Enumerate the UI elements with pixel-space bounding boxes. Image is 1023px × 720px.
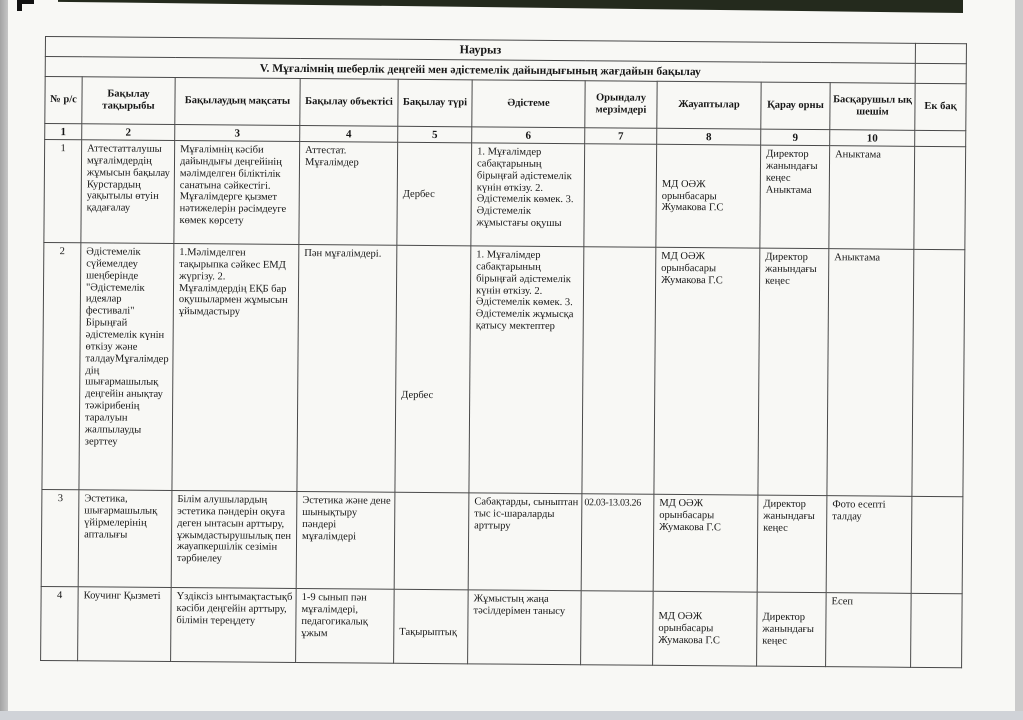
table-cell: 1. Мұғалімдер сабақтарының бірыңғай әдістемелік күнін өткізу. 2. Әдістемелік көмек. 3. Әдістемелік жұмыстағы оқушы <box>471 143 585 247</box>
table-cell: 1.Мәлімделген тақырыпка сәйкес ЕМД жүргізу. 2. Мұғалімдердің ЕҚБ бар оқушылармен жұмысын ұйымдастыру <box>172 244 299 492</box>
column-number: 10 <box>830 130 915 147</box>
scan-right-edge <box>1015 0 1023 720</box>
table-cell: Пән мұғалімдері. <box>297 245 397 493</box>
column-header: Қарау орны <box>761 82 830 130</box>
table-cell: Тақырыптық <box>394 589 469 664</box>
table-cell: Мұғалімнің кәсіби дайындығы деңгейінің мәлімделген біліктілік санатына сәйкестігі. Мұғалімдерге қызмет нәтижелерін рәсімдеуге көмек көрсету <box>174 141 300 245</box>
column-number: 6 <box>472 127 585 144</box>
table-cell <box>394 492 469 590</box>
column-header: Бақылау түрі <box>398 79 472 127</box>
column-number: 4 <box>300 126 398 143</box>
table-cell: Аттестат. Мұғалімдер <box>299 142 398 246</box>
table-cell: Эстетика, шығармашылық үйірмелерінің апталығы <box>78 490 172 588</box>
table-cell: Аныктама <box>829 146 915 250</box>
column-header: Әдістеме <box>472 80 585 128</box>
table-cell: Аныктама <box>827 249 914 497</box>
table-cell: Директор жанындағы кеңес <box>757 592 827 667</box>
table-cell <box>911 496 963 593</box>
table-cell <box>911 593 963 667</box>
column-header: Бақылаудың мақсаты <box>175 78 300 126</box>
table-cell <box>912 249 965 496</box>
table-row <box>42 242 965 496</box>
control-plan-table <box>40 36 967 668</box>
column-header: Бақылау тақырыбы <box>82 77 175 125</box>
column-number: 2 <box>82 124 175 141</box>
table-cell: Эстетика және дене шынықтыру пәндері мұғалімдері <box>296 491 395 589</box>
table-cell: МД ОӘЖ орынбасары Жумакова Г.С <box>653 494 758 592</box>
table-cell: 3 <box>41 489 79 586</box>
column-header-row <box>45 77 966 131</box>
table-row <box>44 140 966 250</box>
table-cell: Коучинг Қызметі <box>78 587 172 662</box>
table-cell: МД ОӘЖ орынбасары Жумакова Г.С <box>656 144 761 248</box>
table-cell: Дербес <box>397 142 472 246</box>
column-header: Жауаптылар <box>657 81 761 129</box>
column-number: 5 <box>398 126 472 143</box>
column-header: № р/с <box>45 77 82 124</box>
column-header: Басқарушыл ық шешім <box>830 83 915 131</box>
column-header: Орындалу мерзімдері <box>585 81 657 129</box>
table-cell: Дербес <box>395 245 471 493</box>
table-cell: Фото есепті талдау <box>826 496 912 594</box>
column-header: Бақылау объектісі <box>300 79 398 127</box>
table-cell <box>584 144 657 248</box>
table-cell: 1 <box>44 140 82 243</box>
scan-top-shadow-band <box>58 0 963 13</box>
table-cell: Сабақтарды, сыныптан тыс іс-шараларды арттыру <box>468 493 582 591</box>
table-cell: 02.03-13.03.26 <box>581 494 654 592</box>
partial-column-cell <box>915 63 966 83</box>
table-cell: МД ОӘЖ орынбасары Жумакова Г.С <box>654 247 760 495</box>
scan-left-edge <box>0 0 8 720</box>
month-title: Наурыз <box>45 37 915 64</box>
table-cell: Есеп <box>826 593 912 668</box>
table-cell <box>914 146 966 249</box>
table-cell: 1. Мұғалімдер сабақтарының бірыңғай әдістемелік күнін өткізу. 2. Әдістемелік көмек. 3. Әдістемелік жұмысқа қатысу мектептер <box>469 246 584 494</box>
column-number: 1 <box>45 124 82 140</box>
table-cell: Әдістемелік сүйемелдеу шеңберінде "Әдістемелік идеялар фестивалі" Бірыңғай әдістемелік күнін өткізу және талдауМұғалімдердің шығармашылық деңгейін анықтау тәжірибенің таралуын жалпылауды зерттеу <box>79 243 174 491</box>
table-cell: Аттестатталушы мұғалімдердің жұмысын бақылау Курстардың уақытылы өтуін қадағалау <box>81 140 175 244</box>
table-cell: Директор жанындағы кеңес Аныктама <box>760 145 830 249</box>
table-cell: МД ОӘЖ орынбасары Жумакова Г.С <box>653 591 758 666</box>
table-row <box>41 489 963 593</box>
table-cell: 1-9 сынып пән мұғалімдері, педагогикалық ұжым <box>296 588 395 663</box>
column-header: Ек бақ <box>915 83 966 130</box>
table-cell <box>581 591 654 666</box>
table-cell: Директор жанындағы кеңес <box>757 495 827 593</box>
column-number: 7 <box>585 128 657 145</box>
table-row <box>41 586 963 667</box>
table-cell: Директор жанындағы кеңес <box>758 248 829 496</box>
partial-column-cell <box>915 43 966 63</box>
table-cell: 2 <box>42 242 81 489</box>
scan-corner-mark <box>17 0 34 11</box>
scan-bottom-edge <box>0 711 1023 720</box>
section-title: V. Мұғалімнің шеберлік деңгейі мен әдістемелік дайындығының жағдайын бақылау <box>45 57 915 84</box>
table-cell <box>582 247 656 495</box>
table-cell: Білім алушылардың эстетика пәндерін оқуға деген ынтасын арттыру, ұжымдастырушылық пен жауапкершілік сезімін тәрбиелеу <box>171 491 297 589</box>
column-number: 9 <box>761 129 830 146</box>
table-cell: Жұмыстың жаңа тәсілдерімен танысу <box>468 590 582 665</box>
table-cell: Үздіксіз ынтымақтастықб кәсіби деңгейін арттыру, білімін тереңдету <box>171 588 297 663</box>
column-number: 3 <box>175 125 300 142</box>
column-number <box>915 130 966 146</box>
table-cell: 4 <box>41 586 79 660</box>
column-number: 8 <box>657 128 761 145</box>
